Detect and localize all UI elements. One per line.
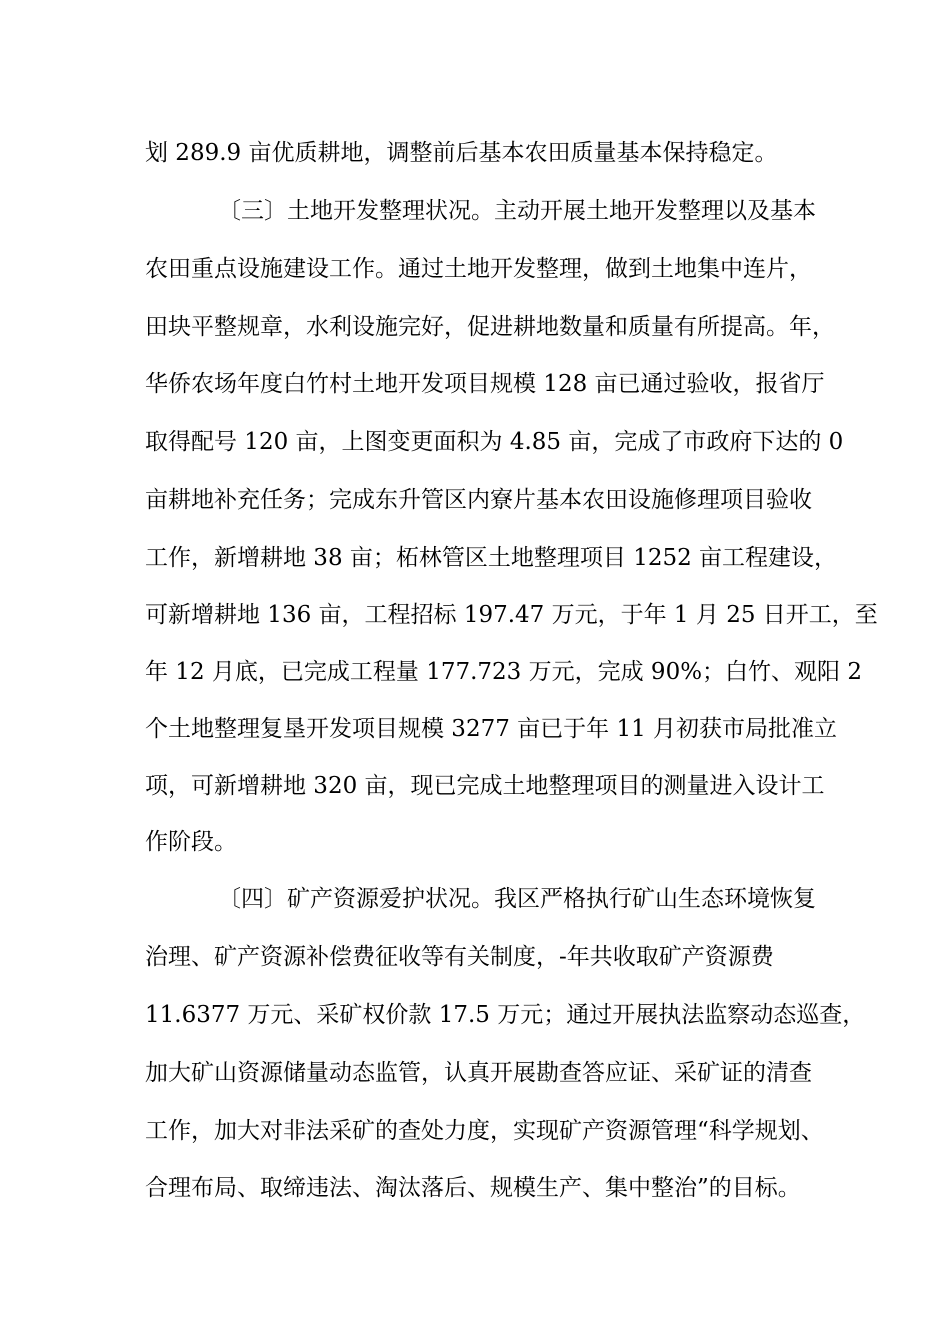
text-line: 项，可新增耕地 320 亩，现已完成土地整理项目的测量进入设计工 [145,773,825,799]
text-line: 11.6377 万元、采矿权价款 17.5 万元；通过开展执法监察动态巡查， [145,1002,866,1028]
section-heading-line: 〔四〕矿产资源爱护状况。我区严格执行矿山生态环境恢复 [218,886,816,912]
text-line: 合理布局、取缔违法、淘汰落后、规模生产、集中整治”的目标。 [145,1175,801,1201]
text-line: 治理、矿产资源补偿费征收等有关制度，-年共收取矿产资源费 [145,944,774,970]
text-line: 个土地整理复垦开发项目规模 3277 亩已于年 11 月初获市局批准立 [145,716,838,742]
text-line: 工作，新增耕地 38 亩；柘林管区土地整理项目 1252 亩工程建设， [145,545,838,571]
text-line: 亩耕地补充任务；完成东升管区内寮片基本农田设施修理项目验收 [145,487,812,513]
text-line: 田块平整规章，水利设施完好，促进耕地数量和质量有所提高。年， [145,314,835,340]
text-line: 华侨农场年度白竹村土地开发项目规模 128 亩已通过验收，报省厅 [145,371,825,397]
text-line: 作阶段。 [145,829,237,855]
text-line: 农田重点设施建设工作。通过土地开发整理，做到土地集中连片， [145,256,812,282]
section-heading-line: 〔三〕土地开发整理状况。主动开展土地开发整理以及基本 [218,198,816,224]
text-line: 工作，加大对非法采矿的查处力度，实现矿产资源管理“科学规划、 [145,1118,824,1144]
text-line: 可新增耕地 136 亩，工程招标 197.47 万元，于年 1 月 25 日开工，至 [145,602,878,628]
text-line: 划 289.9 亩优质耕地，调整前后基本农田质量基本保持稳定。 [145,140,778,166]
text-line: 加大矿山资源储量动态监管，认真开展勘查答应证、采矿证的清查 [145,1060,812,1086]
text-line: 年 12 月底，已完成工程量 177.723 万元，完成 90%；白竹、观阳 2 [145,659,862,685]
text-line: 取得配号 120 亩，上图变更面积为 4.85 亩，完成了市政府下达的 0 [145,429,844,455]
